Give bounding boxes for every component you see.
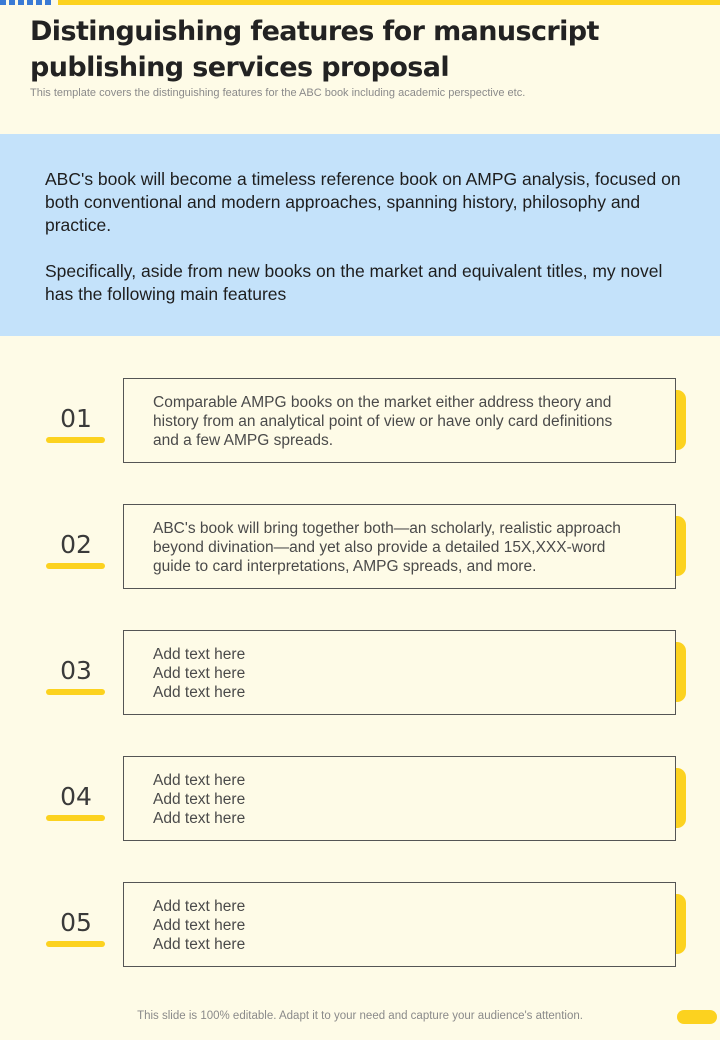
feature-number: 03 [60,656,92,685]
feature-number: 04 [60,782,92,811]
feature-item-02 [0,504,720,592]
feature-text-line: Add text here [153,791,246,808]
feature-text-line: beyond divination—and yet also provide a detailed 15X,XXX-word [153,539,606,556]
feature-text [153,519,653,576]
intro-panel [0,134,720,336]
feature-text-line: Add text here [153,646,246,663]
page-title: Distinguishing features for manuscript publishing services proposal [30,16,599,83]
number-underline [46,689,105,695]
feature-text-box [123,504,676,589]
feature-text-line: history from an analytical point of view or have only card definitions [153,413,613,430]
feature-text-box [123,378,676,463]
number-underline [46,437,105,443]
number-underline [46,815,105,821]
feature-number: 02 [60,530,92,559]
feature-text-line: Add text here [153,936,246,953]
feature-text-line: Add text here [153,898,246,915]
feature-text [153,771,653,828]
feature-text-line: Comparable AMPG books on the market either address theory and [153,394,612,411]
feature-text-line: ABC's book will bring together both—an scholarly, realistic approach [153,520,621,537]
feature-text-line: Add text here [153,917,246,934]
feature-number: 05 [60,908,92,937]
feature-text-box [123,756,676,841]
feature-text [153,897,653,954]
intro-paragraph-1: ABC's book will become a timeless reference book on AMPG analysis, focused on both conventional and modern approaches, spanning history, philosophy and practice. [45,169,681,235]
feature-item-04 [0,756,720,844]
feature-text-line: Add text here [153,684,246,701]
feature-text-line: Add text here [153,772,246,789]
feature-text-box [123,630,676,715]
feature-text-box [123,882,676,967]
number-underline [46,941,105,947]
top-accent-bar [0,0,720,5]
feature-text-line: guide to card interpretations, AMPG spreads, and more. [153,558,537,575]
feature-item-03 [0,630,720,718]
feature-text [153,393,653,450]
feature-text-line: Add text here [153,810,246,827]
footer-yellow-pill [677,1010,717,1024]
feature-item-01 [0,378,720,466]
intro-paragraph-2: Specifically, aside from new books on the market and equivalent titles, my novel has the following main features [45,261,663,304]
top-blue-dashes [0,0,51,5]
feature-item-05 [0,882,720,970]
page-subtitle: This template covers the distinguishing features for the ABC book including academic perspective etc. [30,87,526,99]
feature-text-line: Add text here [153,665,246,682]
number-underline [46,563,105,569]
footer-note: This slide is 100% editable. Adapt it to your need and capture your audience's attention. [137,1010,583,1022]
feature-text [153,645,653,702]
top-yellow-strip [58,0,720,5]
feature-number: 01 [60,404,92,433]
feature-text-line: and a few AMPG spreads. [153,432,334,449]
